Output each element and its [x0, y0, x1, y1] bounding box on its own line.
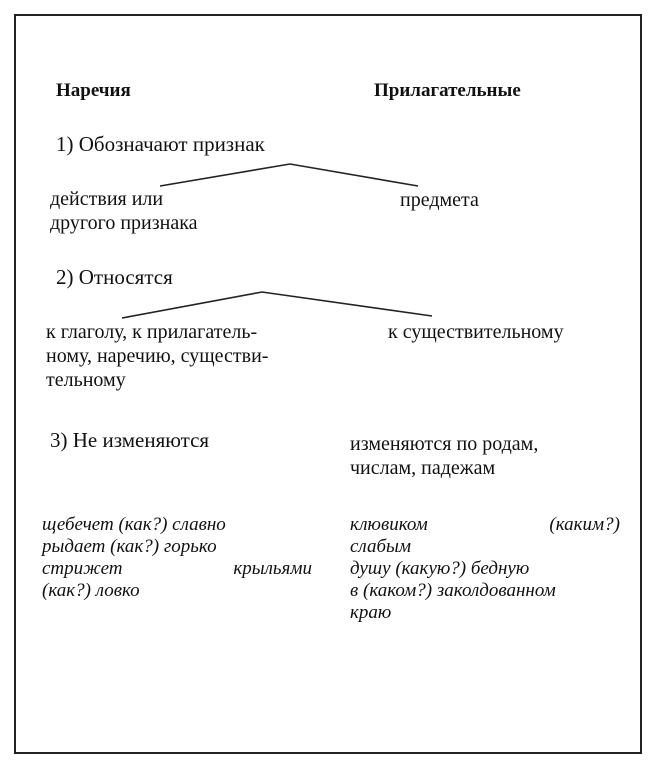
- point2-right: к существительному: [388, 321, 564, 343]
- adverb-example-line: рыдает (как?) горько: [42, 536, 217, 557]
- point1-left-line: действия или: [50, 188, 164, 210]
- point1-right: предмета: [400, 189, 479, 211]
- adverb-example-line: (как?) ловко: [42, 580, 140, 601]
- adjective-example-line: краю: [350, 602, 392, 623]
- point3-right-line: изменяются по родам,: [350, 433, 539, 455]
- point1-left-line: другого признака: [50, 212, 198, 234]
- point1-title: 1) Обозначают признак: [56, 132, 265, 156]
- header-adjectives: Прилагательные: [374, 80, 521, 101]
- adverb-example-word: крыльями: [233, 558, 312, 579]
- adjective-example-line: в (каком?) заколдованном: [350, 580, 556, 601]
- point3-left: 3) Не изменяются: [50, 428, 210, 452]
- adverb-example-line: щебечет (как?) славно: [42, 514, 226, 535]
- adjective-example-line: душу (какую?) бедную: [350, 558, 530, 579]
- point3-right-line: числам, падежам: [350, 457, 496, 479]
- header-adverbs: Наречия: [56, 80, 131, 101]
- adjective-example-word: клювиком: [350, 514, 428, 535]
- point2-title: 2) Относятся: [56, 265, 173, 289]
- adjective-example-word: (каким?): [549, 514, 620, 535]
- point2-left-line: к глаголу, к прилагатель-: [46, 321, 258, 343]
- point2-left-line: тельному: [46, 369, 126, 391]
- point2-left-line: ному, наречию, существи-: [46, 345, 269, 367]
- bracket-point2: [122, 292, 432, 318]
- adjective-example-line: слабым: [350, 536, 411, 557]
- bracket-point1: [160, 164, 418, 186]
- adverb-example-word: стрижет: [42, 558, 123, 579]
